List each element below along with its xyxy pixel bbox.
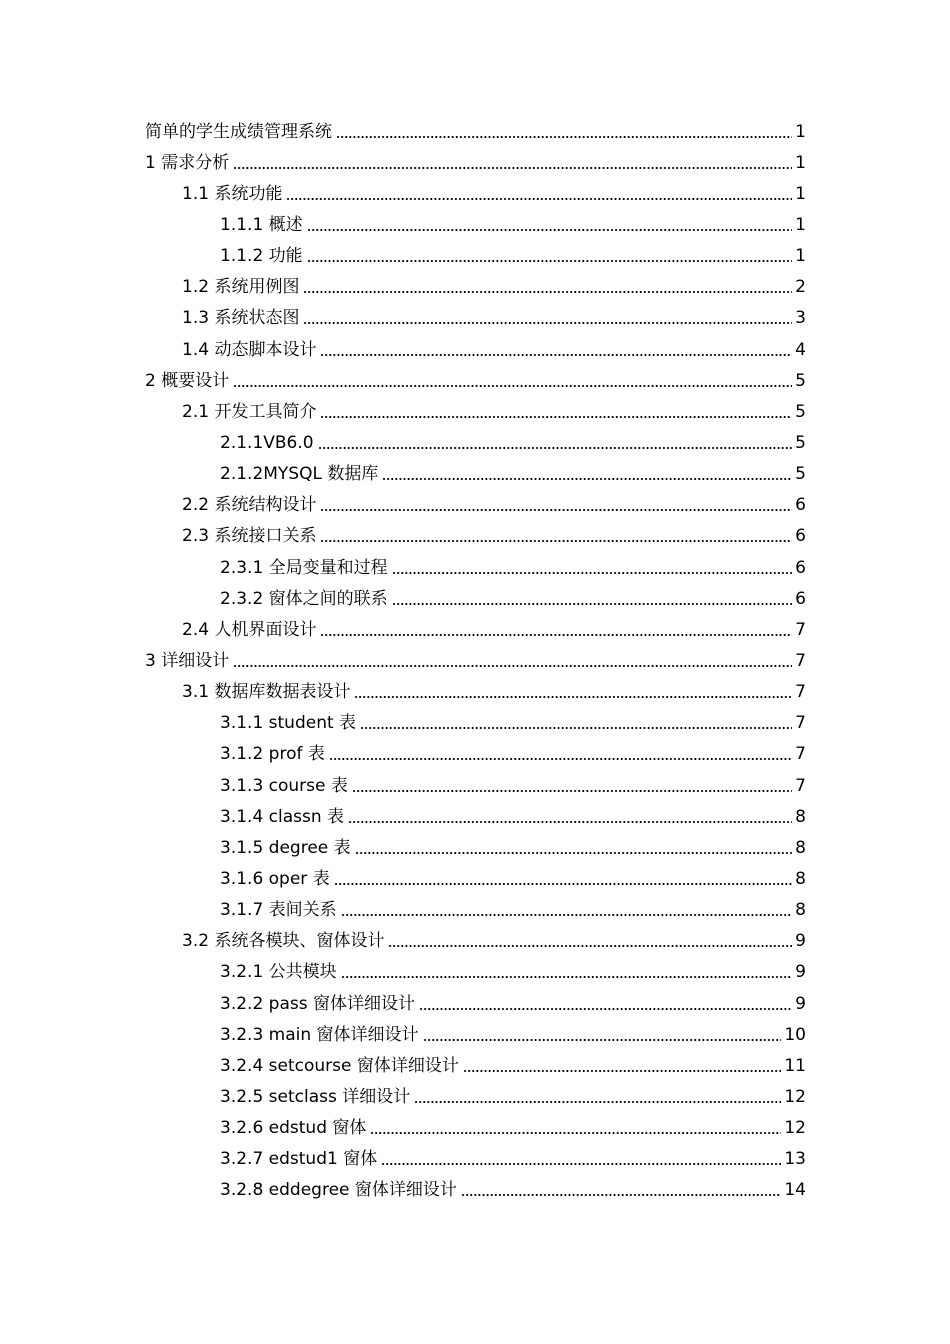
toc-entry-page-number: 1 (795, 183, 806, 204)
toc-entry-page-number: 5 (795, 370, 806, 391)
toc-entry[interactable] (0, 147, 806, 178)
toc-entry[interactable] (0, 863, 806, 894)
toc-entry-title: 3.1.5 degree 表 (220, 837, 351, 858)
toc-entry-page-number: 7 (795, 713, 806, 734)
toc-dot-leader (339, 962, 795, 982)
toc-entry-title: 3.1.1 student 表 (220, 713, 357, 734)
toc-dot-leader (332, 869, 794, 889)
toc-entry-page-number: 2 (795, 277, 806, 298)
toc-entry-page-number: 13 (784, 1149, 806, 1170)
toc-entry-page-number: 5 (795, 401, 806, 422)
toc-dot-leader (358, 713, 794, 733)
toc-dot-leader (352, 682, 794, 702)
toc-dot-leader (379, 1149, 783, 1169)
toc-entry-title: 1.4 动态脚本设计 (182, 339, 317, 360)
toc-dot-leader (231, 651, 794, 671)
toc-dot-leader (305, 246, 795, 266)
toc-entry-title: 1 需求分析 (145, 152, 230, 173)
toc-entry-title: 2.3.2 窗体之间的联系 (220, 588, 388, 609)
toc-entry[interactable] (0, 677, 806, 708)
toc-entry-page-number: 7 (795, 650, 806, 671)
toc-dot-leader (350, 776, 794, 796)
toc-entry[interactable] (0, 303, 806, 334)
toc-entry-page-number: 3 (795, 308, 806, 329)
toc-entry-title: 3.2.3 main 窗体详细设计 (220, 1024, 419, 1045)
toc-entry-page-number: 5 (795, 464, 806, 485)
toc-entry-title: 2.1 开发工具简介 (182, 401, 317, 422)
toc-entry-page-number: 14 (784, 1180, 806, 1201)
toc-entry-title: 3.2.5 setclass 详细设计 (220, 1086, 411, 1107)
toc-entry-page-number: 12 (784, 1086, 806, 1107)
toc-entry-page-number: 7 (795, 619, 806, 640)
toc-dot-leader (461, 1056, 783, 1076)
toc-entry[interactable] (0, 459, 806, 490)
toc-entry-page-number: 1 (795, 214, 806, 235)
toc-entry[interactable] (0, 1050, 806, 1081)
toc-entry-page-number: 8 (795, 868, 806, 889)
toc-dot-leader (318, 620, 794, 640)
toc-dot-leader (231, 371, 794, 391)
toc-entry-title: 3.2.7 edstud1 窗体 (220, 1149, 378, 1170)
toc-entry-title: 3.1.4 classn 表 (220, 806, 345, 827)
toc-entry-page-number: 1 (795, 246, 806, 267)
toc-entry-page-number: 6 (795, 557, 806, 578)
toc-entry-page-number: 12 (784, 1118, 806, 1139)
toc-dot-leader (231, 153, 794, 173)
toc-entry-title: 2.3 系统接口关系 (182, 526, 317, 547)
toc-entry-title: 1.1.1 概述 (220, 214, 303, 235)
toc-entry[interactable] (0, 583, 806, 614)
toc-entry-page-number: 9 (795, 993, 806, 1014)
toc-entry[interactable] (0, 365, 806, 396)
toc-entry-title: 2.3.1 全局变量和过程 (220, 557, 388, 578)
toc-entry-title: 1.1.2 功能 (220, 246, 303, 267)
toc-entry-page-number: 7 (795, 744, 806, 765)
toc-entry[interactable] (0, 832, 806, 863)
toc-entry-title: 3.1.2 prof 表 (220, 744, 325, 765)
toc-entry[interactable] (0, 957, 806, 988)
toc-entry[interactable] (0, 708, 806, 739)
toc-dot-leader (346, 807, 794, 827)
toc-entry[interactable] (0, 988, 806, 1019)
toc-dot-leader (301, 277, 794, 297)
toc-entry-title: 2.1.1VB6.0 (220, 432, 314, 453)
toc-entry[interactable] (0, 770, 806, 801)
toc-entry-page-number: 6 (795, 588, 806, 609)
toc-dot-leader (353, 838, 795, 858)
toc-entry[interactable] (0, 396, 806, 427)
toc-dot-leader (316, 433, 795, 453)
toc-dot-leader (305, 215, 795, 235)
toc-dot-leader (459, 1180, 783, 1200)
toc-entry-title: 1.1 系统功能 (182, 183, 283, 204)
toc-entry-page-number: 8 (795, 806, 806, 827)
toc-entry-title: 2 概要设计 (145, 370, 230, 391)
toc-entry[interactable] (0, 1019, 806, 1050)
toc-dot-leader (327, 744, 794, 764)
toc-dot-leader (368, 1118, 783, 1138)
toc-dot-leader (390, 589, 795, 609)
toc-entry-page-number: 5 (795, 432, 806, 453)
toc-entry-page-number: 11 (784, 1055, 806, 1076)
toc-entry-title: 简单的学生成绩管理系统 (145, 121, 332, 142)
toc-entry-page-number: 1 (795, 152, 806, 173)
toc-dot-leader (390, 558, 795, 578)
toc-entry-title: 3.2.4 setcourse 窗体详细设计 (220, 1055, 459, 1076)
toc-entry-title: 3.1.3 course 表 (220, 775, 348, 796)
toc-entry-title: 3.2.2 pass 窗体详细设计 (220, 993, 415, 1014)
toc-entry-title: 3.2.8 eddegree 窗体详细设计 (220, 1180, 457, 1201)
toc-entry[interactable] (0, 1113, 806, 1144)
toc-entry-page-number: 8 (795, 837, 806, 858)
toc-entry-title: 3.2.6 edstud 窗体 (220, 1118, 367, 1139)
toc-dot-leader (301, 308, 794, 328)
toc-entry[interactable] (0, 552, 806, 583)
toc-dot-leader (318, 402, 794, 422)
toc-entry[interactable] (0, 272, 806, 303)
toc-dot-leader (412, 1087, 783, 1107)
toc-entry[interactable] (0, 1175, 806, 1206)
toc-entry[interactable] (0, 645, 806, 676)
toc-entry-page-number: 4 (795, 339, 806, 360)
toc-entry-page-number: 1 (795, 121, 806, 142)
toc-entry-page-number: 7 (795, 682, 806, 703)
toc-entry-title: 3 详细设计 (145, 650, 230, 671)
toc-dot-leader (318, 340, 794, 360)
toc-dot-leader (417, 994, 794, 1014)
toc-entry-title: 1.2 系统用例图 (182, 277, 300, 298)
toc-entry[interactable] (0, 116, 806, 147)
toc-entry-title: 2.1.2MYSQL 数据库 (220, 464, 379, 485)
toc-entry-title: 3.2 系统各模块、窗体设计 (182, 931, 385, 952)
toc-entry[interactable] (0, 895, 806, 926)
toc-entry[interactable] (0, 178, 806, 209)
toc-dot-leader (318, 495, 794, 515)
table-of-contents (0, 116, 950, 1206)
toc-entry-page-number: 8 (795, 900, 806, 921)
toc-entry[interactable] (0, 490, 806, 521)
toc-entry-title: 1.3 系统状态图 (182, 308, 300, 329)
toc-entry-page-number: 7 (795, 775, 806, 796)
toc-entry-title: 3.2.1 公共模块 (220, 962, 337, 983)
toc-entry-page-number: 6 (795, 495, 806, 516)
toc-entry[interactable] (0, 334, 806, 365)
toc-entry[interactable] (0, 614, 806, 645)
toc-entry[interactable] (0, 1144, 806, 1175)
toc-entry[interactable] (0, 926, 806, 957)
toc-entry[interactable] (0, 427, 806, 458)
toc-entry-page-number: 10 (784, 1024, 806, 1045)
toc-dot-leader (284, 184, 794, 204)
toc-dot-leader (334, 122, 794, 142)
toc-entry-title: 3.1.6 oper 表 (220, 868, 330, 889)
toc-dot-leader (318, 526, 794, 546)
toc-entry[interactable] (0, 241, 806, 272)
toc-entry-page-number: 9 (795, 931, 806, 952)
toc-entry[interactable] (0, 801, 806, 832)
toc-entry-title: 3.1 数据库数据表设计 (182, 682, 351, 703)
toc-entry[interactable] (0, 521, 806, 552)
toc-dot-leader (421, 1025, 784, 1045)
toc-entry-title: 3.1.7 表间关系 (220, 900, 337, 921)
toc-dot-leader (380, 464, 794, 484)
toc-dot-leader (339, 900, 795, 920)
toc-entry-page-number: 9 (795, 962, 806, 983)
toc-entry-page-number: 6 (795, 526, 806, 547)
toc-entry-title: 2.4 人机界面设计 (182, 619, 317, 640)
toc-entry[interactable] (0, 209, 806, 240)
toc-entry[interactable] (0, 1081, 806, 1112)
toc-dot-leader (386, 931, 794, 951)
toc-entry[interactable] (0, 739, 806, 770)
toc-entry-title: 2.2 系统结构设计 (182, 495, 317, 516)
